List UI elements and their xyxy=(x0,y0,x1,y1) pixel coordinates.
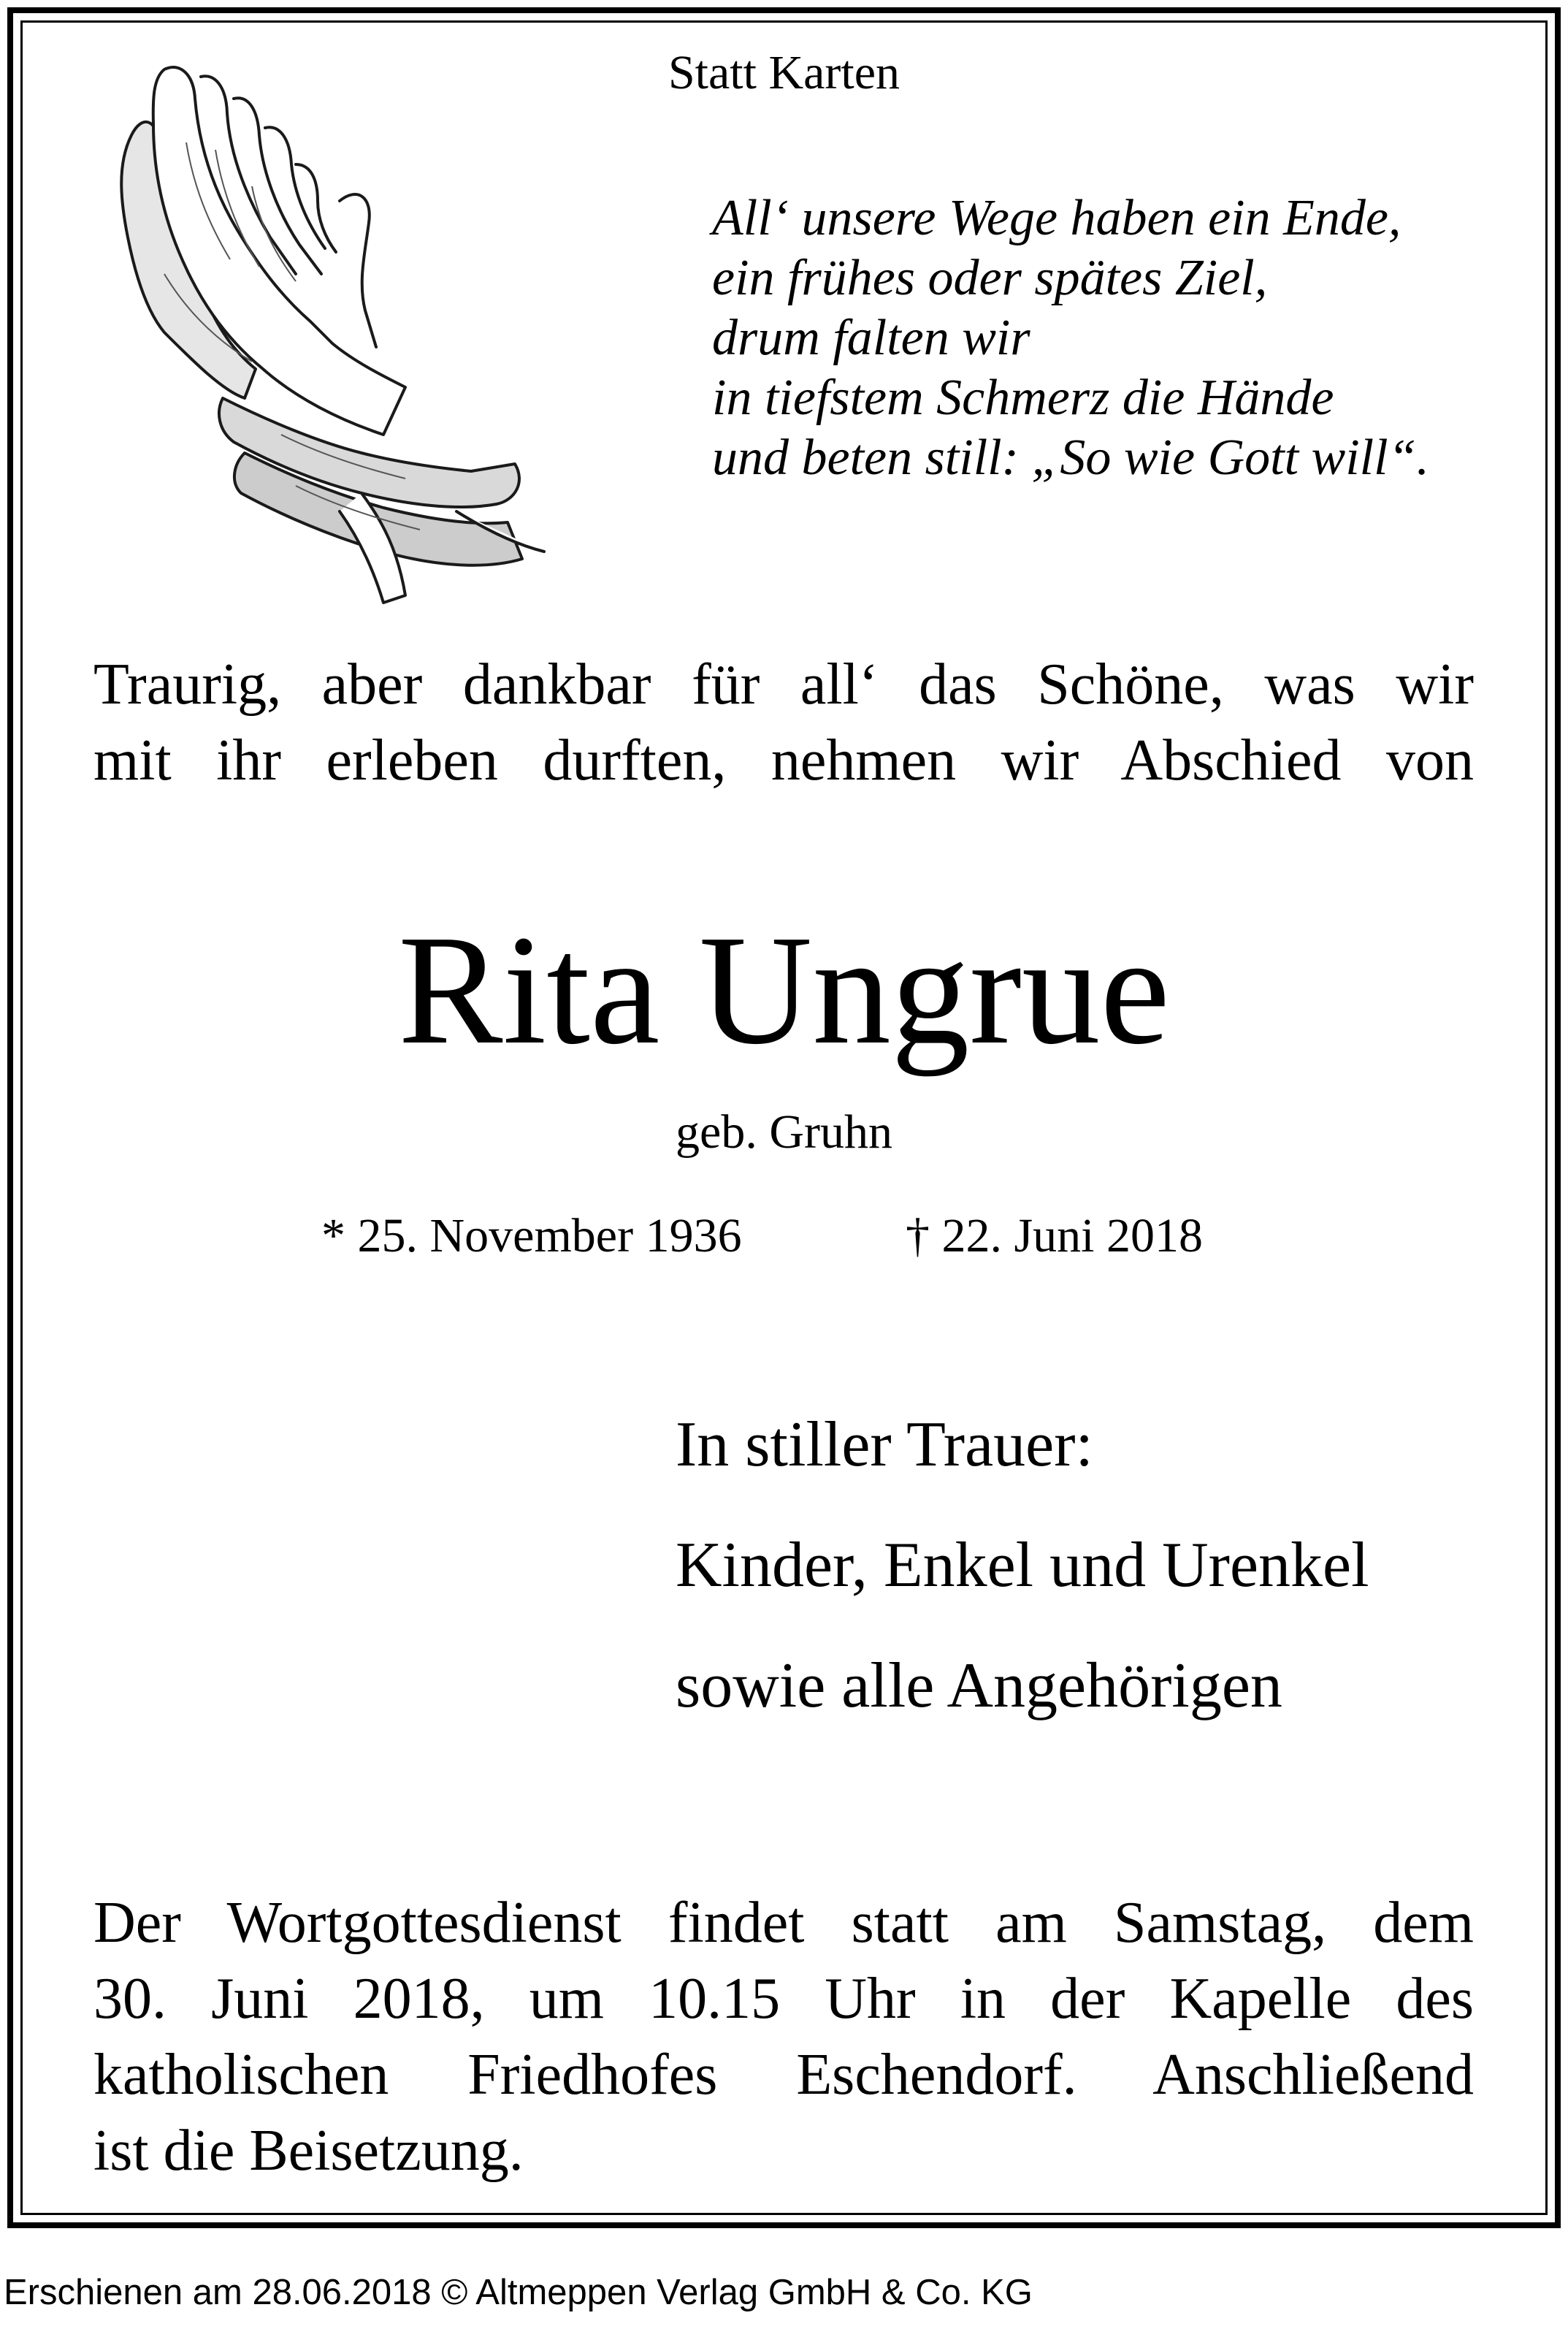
statt-karten-heading: Statt Karten xyxy=(668,46,900,99)
poem-line: All‘ unsere Wege haben ein Ende, xyxy=(712,190,1401,246)
poem-line: in tiefstem Schmerz die Hände xyxy=(712,370,1334,426)
service-line: ist die Beisetzung. xyxy=(93,2119,524,2183)
death-date: † 22. Juni 2018 xyxy=(906,1209,1204,1262)
service-line: 30. Juni 2018, um 10.15 Uhr in der Kapelle des xyxy=(93,1967,1474,2031)
mourners-line: sowie alle Angehörigen xyxy=(676,1650,1282,1721)
service-line: Der Wortgottesdienst findet statt am Samstag, dem xyxy=(93,1891,1474,1955)
deceased-name: Rita Ungrue xyxy=(398,902,1170,1077)
service-info xyxy=(93,1885,1474,2189)
intro-line: Traurig, aber dankbar für all‘ das Schöne, was wir xyxy=(93,652,1474,717)
maiden-name: geb. Gruhn xyxy=(676,1105,892,1159)
intro-text xyxy=(93,647,1474,798)
mourners-block xyxy=(676,1384,1369,1746)
intro-line: mit ihr erleben durften, nehmen wir Abschied von xyxy=(93,728,1474,793)
mourners-line: Kinder, Enkel und Urenkel xyxy=(676,1530,1369,1601)
praying-hands-icon xyxy=(77,55,555,610)
birth-date: * 25. November 1936 xyxy=(321,1209,742,1262)
publication-footer: Erschienen am 28.06.2018 © Altmeppen Verlag GmbH & Co. KG xyxy=(4,2273,1033,2312)
poem-line: drum falten wir xyxy=(712,310,1030,366)
service-line: katholischen Friedhofes Eschendorf. Anschließend xyxy=(93,2043,1474,2107)
poem-line: und beten still: „So wie Gott will“. xyxy=(712,430,1429,486)
mourners-line: In stiller Trauer: xyxy=(676,1409,1093,1480)
poem xyxy=(712,188,1530,488)
poem-line: ein frühes oder spätes Ziel, xyxy=(712,250,1268,306)
